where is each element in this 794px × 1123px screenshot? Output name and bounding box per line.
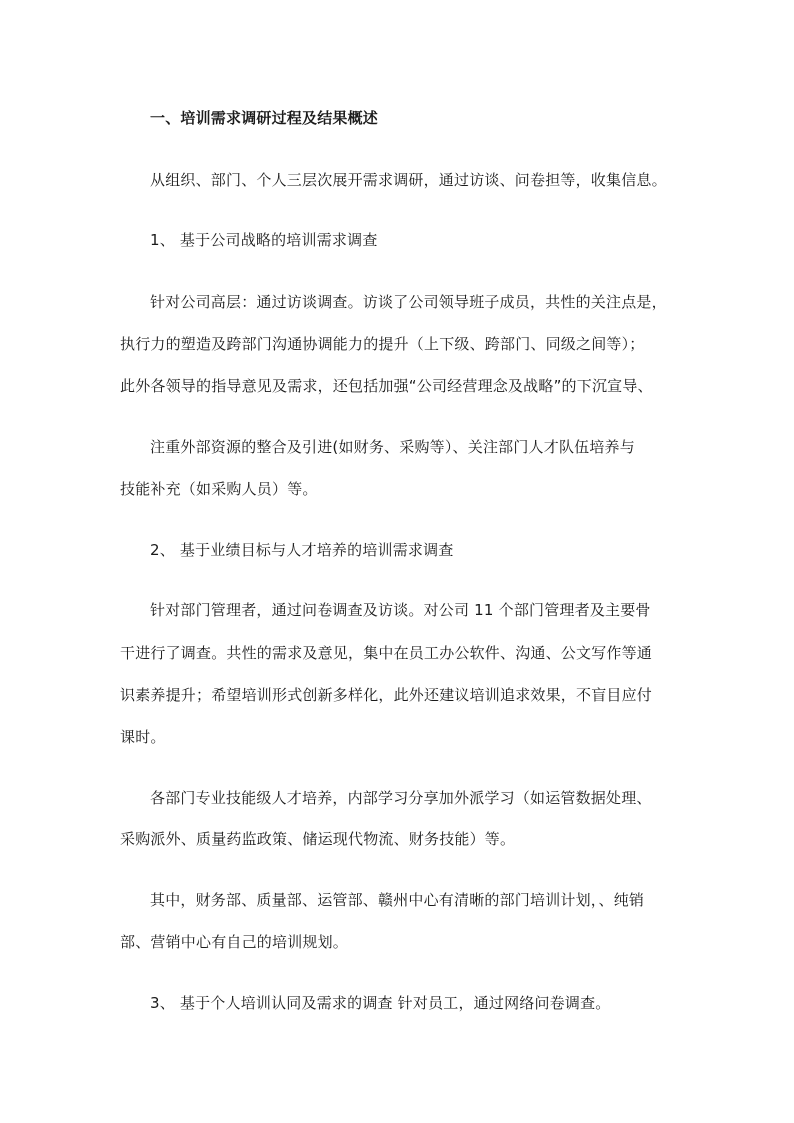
item-2-paragraph-3-line: 其中，财务部、质量部、运管部、赣州中心有清晰的部门培训计划，、纯销 [150,891,645,909]
item-2-title: 2、 基于业绩目标与人才培养的培训需求调查 [150,541,454,559]
section-heading: 一、培训需求调研过程及结果概述 [150,109,379,127]
item-2-paragraph-1-line: 课时。 [120,728,166,746]
item-2-paragraph-1-line: 识素养提升；希望培训形式创新多样化，此外还建议培训追求效果，不盲目应付 [120,686,653,704]
item-1-line: 执行力的塑造及跨部门沟通协调能力的提升（上下级、跨部门、同级之间等）； [120,335,645,353]
intro-paragraph: 从组织、部门、个人三层次展开需求调研，通过访谈、问卷担等，收集信息。 [150,171,667,189]
item-3-title: 3、 基于个人培训认同及需求的调查 针对员工，通过网络问卷调查。 [150,994,611,1012]
item-2-paragraph-1-line: 针对部门管理者，通过问卷调查及访谈。对公司 11 个部门管理者及主要骨 [150,601,651,619]
item-1-line: 技能补充（如采购人员）等。 [120,480,318,498]
item-2-paragraph-3-line: 部、营销中心有自己的培训规划。 [120,933,349,951]
item-2-paragraph-2-line: 各部门专业技能级人才培养，内部学习分享加外派学习（如运管数据处理、 [150,789,652,807]
item-2-paragraph-1-line: 干进行了调查。共性的需求及意见，集中在员工办公软件、沟通、公文写作等通 [120,644,653,662]
item-1-line: 此外各领导的指导意见及需求，还包括加强“公司经营理念及战略”的下沉宣导、 [120,377,653,395]
item-1-line: 针对公司高层：通过访谈调查。访谈了公司领导班子成员，共性的关注点是， [150,293,667,311]
item-1-title: 1、 基于公司战略的培训需求调查 [150,231,378,249]
item-2-paragraph-2-line: 采购派外、质量药监政策、储运现代物流、财务技能）等。 [120,830,516,848]
item-1-line: 注重外部资源的整合及引进(如财务、采购等）、关注部门人才队伍培养与 [150,438,635,456]
